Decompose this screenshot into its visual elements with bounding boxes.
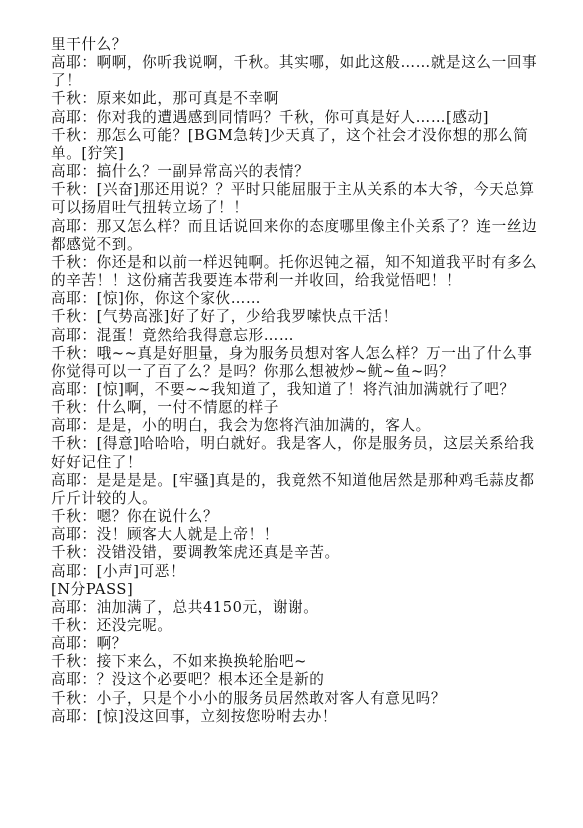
text-line: 高耶：混蛋！竟然给我得意忘形…… bbox=[51, 326, 295, 344]
text-line: 高耶：啊啊，你听我说啊，千秋。其实哪，如此这般……就是这么一回事了！ bbox=[51, 54, 538, 90]
text-line: 千秋：接下来么，不如来换换轮胎吧~ bbox=[51, 653, 307, 671]
text-line: 高耶：[惊]你，你这个家伙…… bbox=[51, 290, 262, 308]
text-line: 千秋：还没完呢。 bbox=[51, 617, 173, 634]
text-line: 高耶：[小声]可恶！ bbox=[51, 562, 186, 580]
text-line: 千秋：你还是和以前一样迟钝啊。托你迟钝之福，知不知道我平时有多么的辛苦！！这份痛苦我要连本带利一并收回，给我觉悟吧！！ bbox=[51, 253, 538, 290]
text-line: 千秋：那怎么可能？[BGM急转]少天真了，这个社会才没你想的那么简单。[狞笑] bbox=[51, 126, 529, 162]
text-line: 高耶：搞什么？一副异常高兴的表情？ bbox=[51, 163, 310, 181]
text-line: 高耶：是是，小的明白，我会为您将汽油加满的，客人。 bbox=[51, 417, 431, 435]
text-line: 千秋：[得意]哈哈哈，明白就好。我是客人，你是服务员，这层关系给我好好记住了！ bbox=[51, 435, 535, 471]
text-line: 千秋：[气势高涨]好了好了，少给我罗嗦快点干活！ bbox=[51, 308, 398, 326]
text-line: 高耶：你对我的遭遇感到同情吗？千秋，你可真是好人……[感动] bbox=[51, 108, 490, 126]
text-line: 千秋：嗯？你在说什么？ bbox=[51, 508, 219, 526]
text-line: 高耶：那又怎么样？而且话说回来你的态度哪里像主仆关系了？连一丝边都感觉不到。 bbox=[51, 217, 538, 253]
text-line: 千秋：没错没错，要调教笨虎还真是辛苦。 bbox=[51, 544, 340, 562]
text-line: 高耶：油加满了，总共4150元，谢谢。 bbox=[51, 598, 319, 616]
text-line: 千秋：原来如此，那可真是不幸啊 bbox=[51, 90, 279, 108]
text-line: 高耶：[惊]没这回事，立刻按您吩咐去办！ bbox=[51, 707, 338, 725]
text-line: 里干什么？ bbox=[51, 36, 127, 53]
text-line: 千秋：什么啊，一付不情愿的样子 bbox=[51, 399, 279, 417]
text-line: 高耶：是是是是。[牢骚]真是的，我竟然不知道他居然是那种鸡毛蒜皮都斤斤计较的人。 bbox=[51, 471, 535, 507]
text-line: 千秋：小子，只是个小小的服务员居然敢对客人有意见吗？ bbox=[51, 689, 447, 707]
text-line: 高耶：[惊]啊，不要~~我知道了，我知道了！将汽油加满就行了吧？ bbox=[51, 380, 515, 398]
text-line: 高耶：？没这个必要吧？根本还全是新的 bbox=[51, 671, 325, 689]
text-line: 高耶：啊？ bbox=[51, 635, 127, 653]
text-line: 千秋：哦~~真是好胆量，身为服务员想对客人怎么样？万一出了什么事你觉得可以一了百了么？是吗？你那么想被炒~鱿~鱼~吗？ bbox=[51, 344, 533, 380]
scene-marker: [N分PASS] bbox=[51, 580, 134, 598]
text-line: 千秋：[兴奋]那还用说？？平时只能屈服于主从关系的本大爷，今天总算可以扬眉吐气扭转立场了！！ bbox=[51, 181, 535, 217]
text-line: 高耶：没！顾客大人就是上帝！！ bbox=[51, 526, 279, 544]
